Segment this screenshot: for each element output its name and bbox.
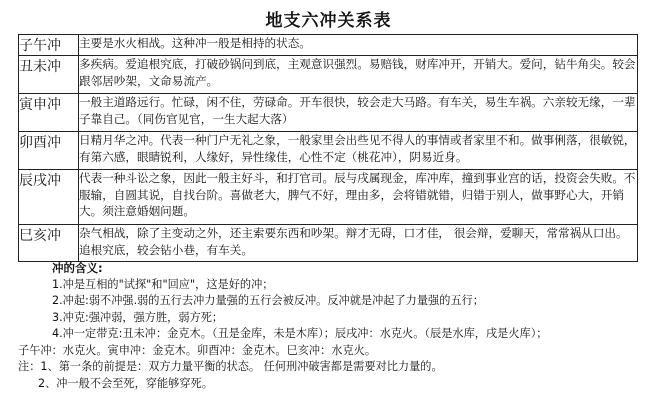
row-text: 代表一种斗讼之象，因此一般主好斗，和打官司。辰与戌属现金，库冲库，撞到事业宫的话，投资会失败。不服输，自圆其说，自找台阶。喜做老大，脾气不好，理由多，会将错就错，归错于别人，做事野心大，开销大。须注意婚姻问题。 bbox=[79, 170, 638, 225]
row-key: 辰戌冲 bbox=[19, 170, 79, 225]
table-row bbox=[19, 225, 638, 262]
note-item: 3.冲克:强冲弱，强方胜，弱方死； bbox=[52, 310, 224, 324]
row-text: 主要是水火相战。这种冲一般是相持的状态。 bbox=[79, 35, 638, 56]
row-text: 杂气相战，除了主变动之外，还主索要东西和吵架。辩才无碍，口才佳， 很会辩，爱聊天，常常祸从口出。追根究底，较会钻小巷，有车关。 bbox=[79, 225, 638, 262]
notes-heading: 冲的含义: bbox=[52, 261, 103, 275]
row-key: 子午冲 bbox=[19, 35, 79, 56]
notes-section bbox=[18, 260, 638, 392]
table-row bbox=[19, 132, 638, 170]
row-text: 多疾病。爱追根究底，打破砂锅问到底，主观意识强烈。易赔钱，财库冲开，开销大。爱问，钻牛角尖。较会跟邻居吵架，文命易流产。 bbox=[79, 56, 638, 94]
note-item-continuation: 子午冲：水克火。寅申冲：金克木。卯酉冲：金克木。巳亥冲：水克火。 bbox=[18, 343, 377, 357]
table-row bbox=[19, 56, 638, 94]
remark-label: 注： bbox=[18, 360, 41, 373]
table-row bbox=[19, 94, 638, 132]
clash-table bbox=[18, 34, 638, 262]
row-key: 丑未冲 bbox=[19, 56, 79, 94]
row-key: 巳亥冲 bbox=[19, 225, 79, 262]
row-key: 卯酉冲 bbox=[19, 132, 79, 170]
page-title: 地支六冲关系表 bbox=[265, 11, 392, 31]
row-text: 日精月华之冲。代表一种门户无礼之象，一般家里会出些见不得人的事情或者家里不和。做事俐落，很敏锐，有第六感，眼睛锐利，人缘好，异性缘佳，心性不定（桃花冲），阴易近身。 bbox=[79, 132, 638, 170]
remark-item: 2、冲一般不会至死，穿能够穿死。 bbox=[38, 376, 213, 390]
note-item: 1.冲是互相的"试探"和"回应"，这是好的冲； bbox=[52, 277, 274, 291]
remark-line bbox=[18, 359, 638, 376]
table-row bbox=[19, 35, 638, 56]
remark-item: 1、第一条的前提是：双方力量平衡的状态。 任何刑冲破害都是需要对比力量的。 bbox=[40, 360, 443, 373]
table-row bbox=[19, 170, 638, 225]
note-item: 4.冲一定带克:丑未冲：金克木。（丑是金库，未是木库）；辰戌冲：水克火。（辰是水库，戌是火库）； bbox=[52, 327, 548, 340]
row-key: 寅申冲 bbox=[19, 94, 79, 132]
row-text: 一般主道路远行。忙碌，闲不住，劳碌命。开车很快，较会走大马路。有车关，易生车祸。六亲较无缘，一辈子靠自己。（同伤官见官，一生大起大落） bbox=[79, 94, 638, 132]
note-item: 2.冲起:弱不冲强.弱的五行去冲力量强的五行会被反冲。反冲就是冲起了力量强的五行； bbox=[52, 294, 484, 307]
